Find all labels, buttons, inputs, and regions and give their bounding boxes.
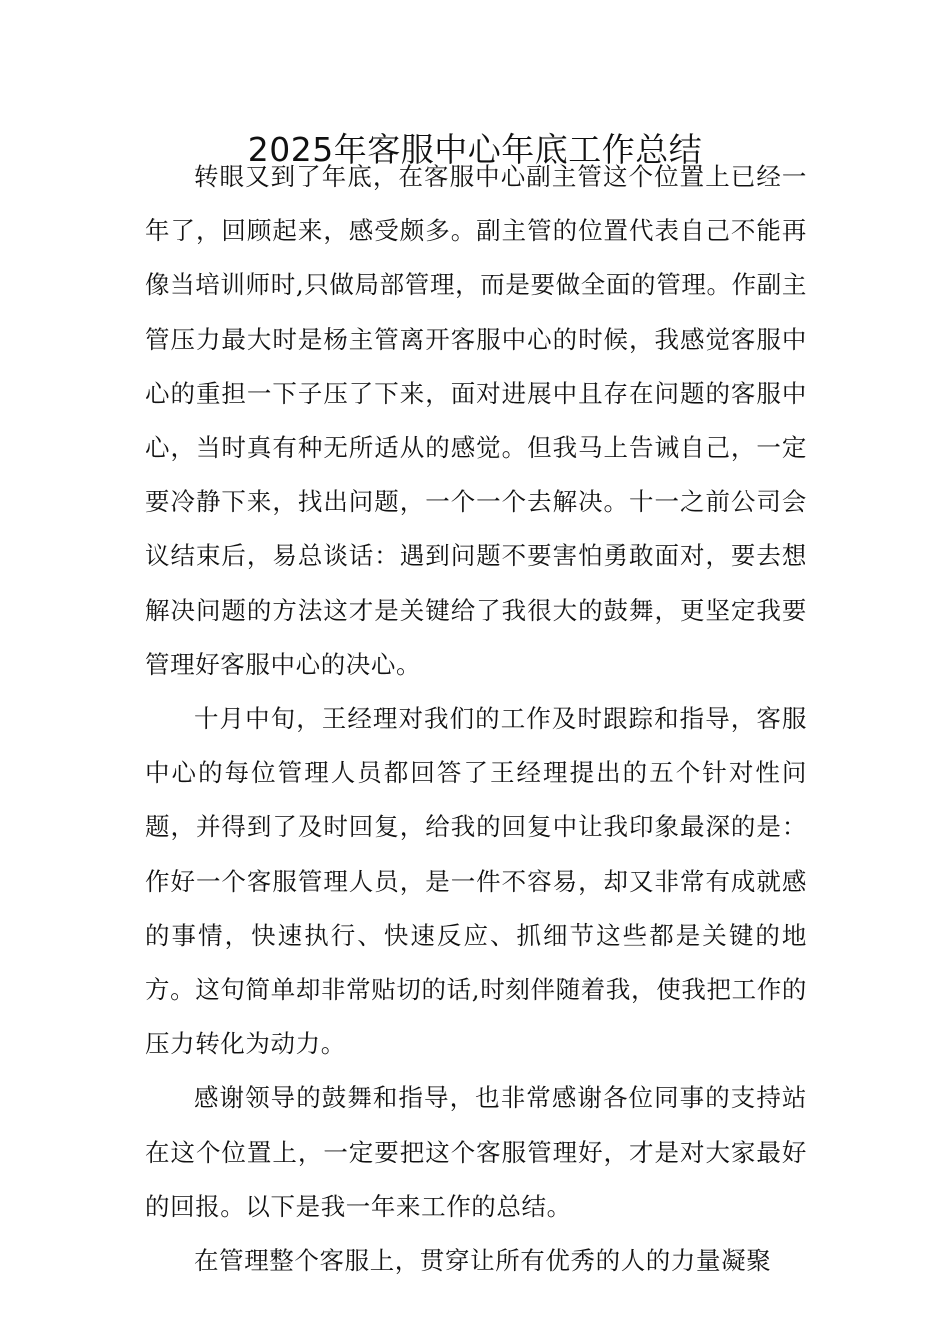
paragraph-3: 感谢领导的鼓舞和指导，也非常感谢各位同事的支持站在这个位置上，一定要把这个客服管理好，才是对大家最好的回报。以下是我一年来工作的总结。 xyxy=(145,1083,807,1221)
paragraph-4: 在管理整个客服上，贯穿让所有优秀的人的力量凝聚 xyxy=(194,1246,772,1276)
paragraph-1: 转眼又到了年底，在客服中心副主管这个位置上已经一年了，回顾起来，感受颇多。副主管的位置代表自己不能再像当培训师时,只做局部管理，而是要做全面的管理。作副主管压力最大时是杨主管离开客服中心的时候，我感觉客服中心的重担一下子压了下来，面对进展中且存在问题的客服中心，当时真有种无所适从的感觉。但我马上告诫自己，一定要冷静下来，找出问题，一个一个去解决。十一之前公司会议结束后，易总谈话：遇到问题不要害怕勇敢面对，要去想解决问题的方法这才是关键给了我很大的鼓舞，更坚定我要管理好客服中心的决心。 xyxy=(145,162,807,679)
document-body xyxy=(145,150,807,1288)
paragraph-2: 十月中旬，王经理对我们的工作及时跟踪和指导，客服中心的每位管理人员都回答了王经理提出的五个针对性问题，并得到了及时回复，给我的回复中让我印象最深的是：作好一个客服管理人员，是一件不容易，却又非常有成就感的事情，快速执行、快速反应、抓细节这些都是关键的地方。这句简单却非常贴切的话,时刻伴随着我，使我把工作的压力转化为动力。 xyxy=(145,704,807,1059)
document-title: 2025年客服中心年底工作总结 xyxy=(247,130,703,169)
